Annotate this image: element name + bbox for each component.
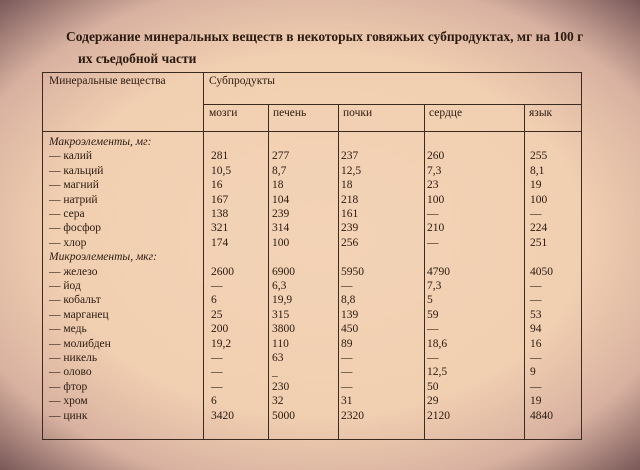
value-cell: 8,7 — [272, 164, 287, 177]
header-kidneys: почки — [343, 107, 373, 119]
value-cell: 260 — [427, 150, 445, 163]
value-cell: — — [341, 366, 353, 379]
table-row — [43, 250, 581, 264]
section-label: Макроэлементы, мг: — [49, 136, 152, 148]
header-brain: мозги — [209, 107, 238, 119]
value-cell: 4790 — [427, 265, 450, 278]
mineral-name: — железо — [49, 265, 98, 278]
value-cell: 25 — [211, 308, 223, 321]
value-cell: 6900 — [272, 265, 295, 278]
mineral-name: — кобальт — [49, 294, 101, 307]
value-cell: 315 — [272, 308, 290, 321]
value-cell: 6,3 — [272, 280, 287, 292]
header-liver: печень — [273, 107, 307, 119]
divider — [43, 131, 581, 132]
mineral-name: — магний — [49, 179, 99, 192]
value-cell: 2320 — [341, 409, 364, 422]
value-cell: 18 — [341, 179, 353, 192]
value-cell: 89 — [341, 337, 353, 350]
value-cell: 251 — [530, 236, 548, 249]
value-cell: 10,5 — [211, 164, 232, 177]
value-cell: 53 — [530, 308, 542, 321]
value-cell: 19 — [530, 179, 542, 192]
value-cell: 18,6 — [427, 337, 448, 350]
mineral-name: — калий — [49, 150, 93, 163]
value-cell: 321 — [211, 222, 229, 235]
value-cell: 31 — [341, 395, 353, 408]
value-cell: 5 — [427, 294, 433, 307]
mineral-name: — натрий — [49, 193, 98, 206]
table-row — [43, 365, 581, 379]
value-cell: 32 — [272, 395, 284, 408]
table-row — [43, 293, 581, 307]
table-row — [43, 193, 581, 207]
table-row — [43, 221, 581, 235]
value-cell: 16 — [211, 179, 223, 192]
value-cell: 94 — [530, 323, 542, 336]
header-mineral-substances: Минеральные вещества — [49, 75, 166, 87]
value-cell: — — [530, 208, 542, 220]
table-row — [43, 351, 581, 365]
value-cell: 100 — [530, 193, 548, 206]
value-cell: 19,2 — [211, 337, 232, 350]
value-cell: 210 — [427, 222, 445, 235]
title-line-1: Содержание минеральных веществ в некоторых говяжьих субпродуктах, мг на 100 г — [66, 29, 584, 44]
value-cell: 281 — [211, 150, 229, 163]
value-cell: 277 — [272, 150, 290, 163]
table-row — [43, 308, 581, 322]
value-cell: 59 — [427, 308, 439, 321]
table-row — [43, 236, 581, 250]
value-cell: 6 — [211, 395, 217, 408]
divider — [203, 104, 581, 105]
section-label: Микроэлементы, мкг: — [49, 251, 157, 264]
mineral-name: — олово — [49, 366, 92, 379]
value-cell: — — [427, 208, 439, 220]
value-cell: 7,3 — [427, 164, 442, 177]
value-cell: 174 — [211, 236, 229, 249]
value-cell: 2600 — [211, 265, 234, 278]
value-cell: 4050 — [530, 265, 553, 278]
value-cell: — — [211, 366, 223, 379]
table-row — [43, 265, 581, 279]
value-cell: — — [530, 380, 542, 393]
value-cell: 3420 — [211, 409, 234, 422]
value-cell: — — [427, 352, 439, 364]
table-row — [43, 409, 581, 423]
value-cell: — — [211, 280, 223, 292]
value-cell: — — [427, 236, 439, 249]
mineral-name: — медь — [49, 323, 87, 336]
value-cell: 239 — [341, 222, 359, 235]
mineral-name: — хлор — [49, 236, 87, 249]
value-cell: — — [211, 352, 223, 364]
value-cell: 23 — [427, 179, 439, 192]
value-cell: — — [530, 352, 542, 364]
value-cell: 63 — [272, 352, 284, 364]
value-cell: 12,5 — [341, 164, 362, 177]
mineral-name: — сера — [49, 208, 85, 220]
value-cell: — — [341, 352, 353, 364]
table-row — [43, 207, 581, 221]
value-cell: — — [341, 280, 353, 292]
header-tongue: язык — [529, 107, 553, 119]
value-cell: 19 — [530, 395, 542, 408]
value-cell: — — [530, 294, 542, 307]
value-cell: 50 — [427, 380, 439, 393]
value-cell: 200 — [211, 323, 229, 336]
value-cell: 255 — [530, 150, 548, 163]
table-row — [43, 279, 581, 293]
minerals-table — [42, 72, 582, 440]
value-cell: 19,9 — [272, 294, 293, 307]
value-cell: 100 — [427, 193, 445, 206]
value-cell: 7,3 — [427, 280, 442, 292]
value-cell: 3800 — [272, 323, 295, 336]
header-offal: Субпродукты — [209, 75, 275, 87]
value-cell: 314 — [272, 222, 290, 235]
value-cell: 104 — [272, 193, 290, 206]
value-cell: 16 — [530, 337, 542, 350]
value-cell: 224 — [530, 222, 548, 235]
document-title — [66, 26, 626, 70]
value-cell: 18 — [272, 179, 284, 192]
value-cell: 5000 — [272, 409, 295, 422]
value-cell: 6 — [211, 294, 217, 307]
mineral-name: — марганец — [49, 308, 109, 321]
table-row — [43, 322, 581, 336]
value-cell: 9 — [530, 366, 536, 379]
mineral-name: — кальций — [49, 164, 104, 177]
mineral-name: — йод — [49, 280, 81, 292]
value-cell: _ — [272, 366, 278, 379]
value-cell: 139 — [341, 308, 359, 321]
value-cell: 239 — [272, 208, 290, 220]
value-cell: 237 — [341, 150, 359, 163]
value-cell: 230 — [272, 380, 290, 393]
value-cell: 12,5 — [427, 366, 448, 379]
value-cell: 167 — [211, 193, 229, 206]
value-cell: 256 — [341, 236, 359, 249]
table-row — [43, 337, 581, 351]
mineral-name: — хром — [49, 395, 88, 408]
title-line-2: их съедобной части — [78, 51, 197, 66]
header-heart: сердце — [429, 107, 463, 119]
value-cell: 2120 — [427, 409, 450, 422]
value-cell: 161 — [341, 208, 359, 220]
value-cell: — — [341, 380, 353, 393]
table-row — [43, 394, 581, 408]
table-row — [43, 164, 581, 178]
mineral-name: — молибден — [49, 337, 111, 350]
value-cell: — — [211, 380, 223, 393]
mineral-name: — цинк — [49, 409, 88, 422]
table-row — [43, 149, 581, 163]
value-cell: 4840 — [530, 409, 553, 422]
value-cell: — — [427, 323, 439, 336]
value-cell: 8,8 — [341, 294, 356, 307]
table-row — [43, 135, 581, 149]
value-cell: 218 — [341, 193, 359, 206]
mineral-name: — фтор — [49, 380, 88, 393]
mineral-name: — никель — [49, 352, 98, 364]
value-cell: 5950 — [341, 265, 364, 278]
value-cell: 100 — [272, 236, 290, 249]
value-cell: 8,1 — [530, 164, 545, 177]
table-row — [43, 380, 581, 394]
value-cell: 138 — [211, 208, 229, 220]
mineral-name: — фосфор — [49, 222, 102, 235]
value-cell: 29 — [427, 395, 439, 408]
value-cell: 110 — [272, 337, 289, 350]
value-cell: — — [530, 280, 542, 292]
table-row — [43, 178, 581, 192]
value-cell: 450 — [341, 323, 359, 336]
